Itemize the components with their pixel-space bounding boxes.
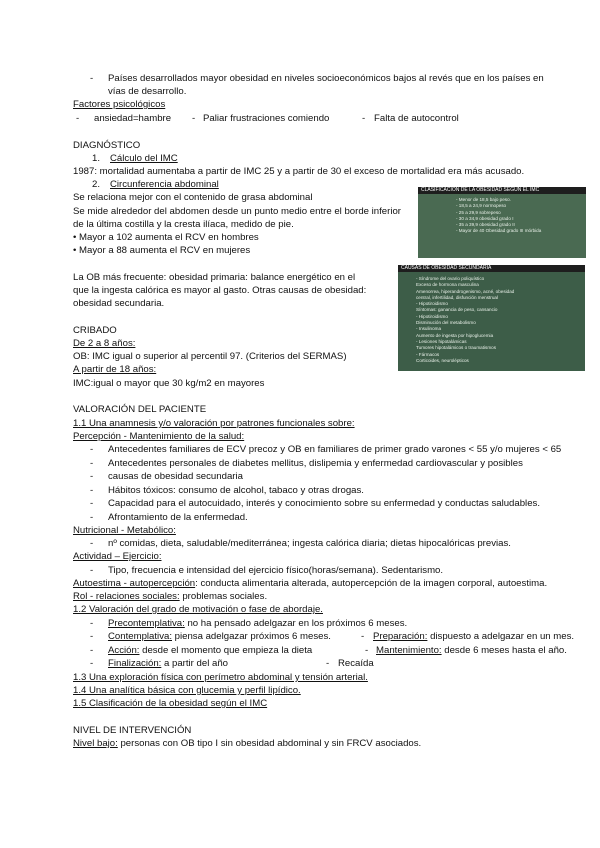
bullet-dash: -	[90, 631, 94, 642]
list-item: Falta de autocontrol	[374, 113, 459, 124]
inline-text: personas con OB tipo I sin obesidad abdominal y sin FRCV asociados.	[117, 738, 422, 749]
image-line: - Hipotiroidismo	[416, 301, 448, 307]
image-line: - Lesiones hipotalámicas	[416, 338, 467, 344]
bullet-dash: -	[90, 458, 94, 469]
section-title: CRIBADO	[73, 325, 117, 336]
inline-heading: Contemplativa:	[108, 631, 172, 642]
image-line: - Fármacos	[416, 351, 440, 357]
list-item: Tipo, frecuencia e intensidad del ejercicio físico(horas/semana). Sedentarismo.	[108, 565, 444, 576]
image-line: Amenorrea, hiperandrogenismo, acné, obesidad	[416, 288, 515, 294]
list-item: ansiedad=hambre	[94, 113, 172, 124]
image-line: Corticoides, neurolépticos	[416, 357, 469, 363]
bullet-dash: -	[90, 645, 94, 656]
bullet-dash: -	[90, 444, 94, 455]
bullet-dash: -	[361, 631, 365, 642]
section-heading: Factores psicológicos	[73, 99, 166, 110]
section-title: VALORACIÓN DEL PACIENTE	[73, 404, 207, 415]
paragraph: Se mide alrededor del abdomen desde un punto medio entre el borde inferior	[73, 206, 402, 217]
image-line: - 30 a 34,9 obesidad grado I	[456, 215, 514, 221]
secondary-obesity-causes-image	[398, 265, 585, 371]
image-line: Aumento de ingesta por hipoglucemia	[416, 332, 494, 338]
subheading: 1.5 Clasificación de la obesidad según el IMC	[73, 698, 268, 709]
list-item: Recaída	[338, 658, 374, 669]
paragraph: Países desarrollados mayor obesidad en niveles socioeconómicos bajos al revés que en los países en	[108, 73, 544, 84]
paragraph	[73, 578, 547, 590]
paragraph	[73, 738, 421, 750]
inline-text: dispuesto a adelgazar en un mes.	[427, 631, 575, 642]
bullet-dash: -	[90, 471, 94, 482]
list-item	[108, 645, 312, 657]
subheading: De 2 a 8 años:	[73, 338, 136, 349]
bullet-dash: -	[90, 485, 94, 496]
bullet-dash: -	[326, 658, 330, 669]
image-line: - 25 a 29,9 sobrepeso	[456, 209, 501, 215]
image-line: - Síndrome del ovario poliquístico	[416, 276, 485, 281]
list-item: Hábitos tóxicos: consumo de alcohol, tabaco y otras drogas.	[108, 485, 364, 496]
subheading: 1.4 Una analítica básica con glucemia y perfil lipídico.	[73, 685, 301, 696]
subheading: 1.3 Una exploración física con perímetro abdominal y tensión arterial.	[73, 672, 368, 683]
bullet-dash: -	[90, 73, 94, 84]
inline-heading: Preparación:	[373, 631, 428, 642]
list-item: causas de obesidad secundaria	[108, 471, 243, 482]
bullet-dash: -	[90, 618, 94, 629]
inline-text: no ha pensado adelgazar en los próximos 6 meses.	[184, 618, 408, 629]
image-line: Exceso de hormona masculina	[416, 282, 479, 288]
list-item: Afrontamiento de la enfermedad.	[108, 512, 248, 523]
bullet-dash: -	[365, 645, 369, 656]
section-title: NIVEL DE INTERVENCIÓN	[73, 725, 192, 736]
image-line: - Insulinoma	[416, 326, 442, 332]
paragraph: OB: IMC igual o superior al percentil 97. (Criterios del SERMAS)	[73, 351, 347, 362]
bullet-dash: -	[362, 113, 366, 124]
list-item: Antecedentes personales de diabetes mellitus, dislipemia y enfermedad cardiovascular y posibles	[108, 458, 523, 469]
bullet-dash: -	[90, 658, 94, 669]
paragraph: que la ingesta calórica es mayor al gasto. Otras causas de obesidad:	[73, 285, 367, 296]
list-item: Antecedentes familiares de ECV precoz y OB en familiares de primer grado varones < 55 y/o mujeres < 65	[108, 444, 562, 455]
inline-heading: Precontemplativa:	[108, 618, 185, 629]
image-line: - Menor de 18,5 bajo peso.	[456, 197, 511, 202]
list-item	[376, 645, 567, 657]
paragraph: de la última costilla y la cresta ilíaca, medido de pie.	[73, 219, 294, 230]
inline-text: problemas sociales.	[179, 591, 268, 602]
inline-heading: Finalización:	[108, 658, 162, 669]
paragraph: vías de desarrollo.	[108, 86, 187, 97]
list-item	[108, 618, 407, 630]
section-title: DIAGNÓSTICO	[73, 140, 141, 151]
inline-text: piensa adelgazar próximos 6 meses.	[172, 631, 331, 642]
list-item	[108, 658, 228, 670]
bullet-dash: -	[90, 565, 94, 576]
list-item: Paliar frustraciones comiendo	[203, 113, 330, 124]
subheading: Actividad – Ejercicio:	[73, 551, 162, 562]
inline-heading: Rol - relaciones sociales:	[73, 591, 180, 602]
subheading: 1.2 Valoración del grado de motivación o fase de abordaje.	[73, 604, 323, 615]
list-item	[108, 631, 331, 643]
image-line: - 35 a 39,9 obesidad grado II	[456, 222, 515, 228]
paragraph: La OB más frecuente: obesidad primaria: balance energético en el	[73, 272, 356, 283]
subheading: 1.1 Una anamnesis y/o valoración por patrones funcionales sobre:	[73, 418, 355, 429]
paragraph: • Mayor a 102 aumenta el RCV en hombres	[73, 232, 259, 243]
image-line: central, infertilidad, disfunción menstrual	[416, 294, 498, 300]
subheading: A partir de 18 años:	[73, 364, 157, 375]
bullet-dash: -	[192, 113, 196, 124]
image-line: - Mayor de 40 Obesidad grado III mórbida	[456, 228, 542, 234]
image-line: Síntomas: ganancia de peso, cansancio	[416, 307, 498, 313]
bullet-dash: -	[90, 498, 94, 509]
inline-heading: Acción:	[108, 645, 140, 656]
image-line: - Hipotiroidismo	[416, 313, 448, 319]
paragraph: Se relaciona mejor con el contenido de grasa abdominal	[73, 192, 313, 203]
paragraph: obesidad secundaria.	[73, 298, 165, 309]
subheading: Cálculo del IMC	[110, 153, 178, 164]
list-number: 1.	[92, 153, 101, 164]
bullet-dash: -	[90, 538, 94, 549]
list-item: Capacidad para el autocuidado, interés y conocimiento sobre su enfermedad y conductas saludables.	[108, 498, 540, 509]
paragraph: IMC:igual o mayor que 30 kg/m2 en mayores	[73, 378, 265, 389]
inline-text: desde 6 meses hasta el año.	[441, 645, 567, 656]
subheading: Percepción - Mantenimiento de la salud:	[73, 431, 245, 442]
inline-text: desde el momento que empieza la dieta	[139, 645, 313, 656]
bullet-dash: -	[76, 113, 80, 124]
inline-text: : conducta alimentaria alterada, autopercepción de la imagen corporal, autoestima.	[195, 578, 548, 589]
image-line: - 18,5 a 24,9 normopeso	[456, 203, 507, 209]
inline-heading: Autoestima - autopercepción	[73, 578, 196, 589]
inline-text: a partir del año	[161, 658, 228, 669]
bullet-dash: -	[90, 512, 94, 523]
paragraph: 1987: mortalidad aumentaba a partir de IMC 25 y a partir de 30 el exceso de mortalidad era más acusado.	[73, 166, 525, 177]
image-line: Tumores hipotalámicos o traumatismos	[416, 345, 496, 351]
inline-heading: Nivel bajo:	[73, 738, 118, 749]
imc-classification-image	[418, 187, 586, 258]
inline-heading: Mantenimiento:	[376, 645, 442, 656]
image-header: CLASIFICACIÓN DE LA OBESIDAD SEGÚN EL IMC	[418, 187, 586, 194]
list-number: 2.	[92, 179, 101, 190]
subheading: Circunferencia abdominal	[110, 179, 219, 190]
subheading: Nutricional - Metabólico:	[73, 525, 176, 536]
paragraph	[73, 591, 267, 603]
paragraph: • Mayor a 88 aumenta el RCV en mujeres	[73, 245, 251, 256]
image-line: Disminución del metabolismo	[416, 320, 476, 326]
image-header: CAUSAS DE OBESIDAD SECUNDARIA	[398, 265, 585, 272]
list-item: nº comidas, dieta, saludable/mediterránea; ingesta calórica diaria; dietas hipocalóricas previas.	[108, 538, 511, 549]
list-item	[373, 631, 574, 643]
